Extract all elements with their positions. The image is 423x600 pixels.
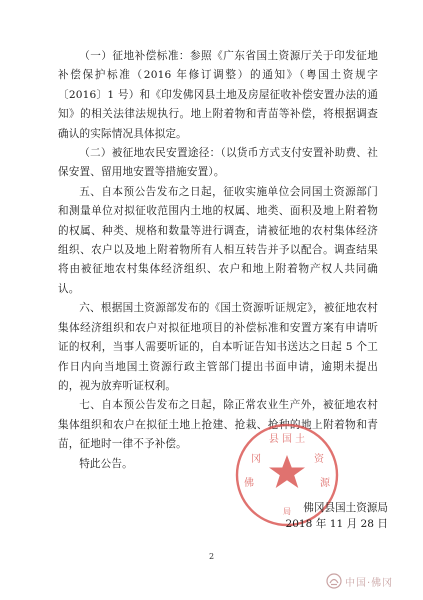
page-number: 2 <box>208 552 215 561</box>
city-emblem-icon <box>326 573 342 589</box>
svg-text:局: 局 <box>283 507 291 516</box>
svg-text:资: 资 <box>314 454 324 465</box>
paragraph-no-compensation: 七、自本预公告发布之日起，除正常农业生产外，被征地农村集体组织和农户在拟征土地上抢建、抢栽、抢种的地上附着物和青苗，征地时一律不予补偿。 <box>58 399 378 451</box>
issue-date: 2018 年 11 月 28 日 <box>285 518 388 530</box>
svg-text:冈: 冈 <box>251 454 261 465</box>
issuing-organization: 佛冈县国土资源局 <box>303 502 388 514</box>
document-body <box>58 47 378 474</box>
paragraph-survey: 五、自本预公告发布之日起，征收实施单位会同国土资源部门和测量单位对拟征收范围内土地的权属、地类、面积及地上附着物的权属、种类、规格和数量等进行调查，请被征地的农村集体经济组织、农户以及地上附着物所有人相互转告并予以配合。调查结果将由被征地农村集体经济组织、农户和地上附着物产权人共同确认。 <box>58 185 378 295</box>
watermark-text: 中国·佛冈 <box>345 577 394 589</box>
closing-statement: 特此公告。 <box>79 457 133 470</box>
paragraph-resettlement-method: （二）被征地农民安置途径：（以货币方式支付安置补助费、社保安置、留用地安置等措施安置）。 <box>58 147 378 179</box>
paragraph-hearing-rights: 六、根据国土资源部发布的《国土资源听证规定》，被征地农村集体经济组织和农户对拟征地项目的补偿标准和安置方案有申请听证的权利，当事人需要听证的，自本听证告知书送达之日起 5 个工作日内向当地国土资源行政主管部门提出书面申请，逾期未提出的，视为放弃听证权利。 <box>58 302 378 392</box>
svg-text:源: 源 <box>320 478 330 489</box>
paragraph-compensation-standard: （一）征地补偿标准：参照《广东省国土资源厅关于印发征地补偿保护标准（2016 年修订调整）的通知》（粤国土资规字〔2016〕1 号）和《印发佛冈县土地及房屋征收补偿安置办法的通知》的相关法律法规执行。地上附着物和青苗等补偿，将根据调查确认的实际情况具体拟定。 <box>58 50 378 140</box>
svg-text:县 国 土: 县 国 土 <box>268 434 306 445</box>
watermark <box>326 573 393 589</box>
signature-block <box>228 500 388 532</box>
svg-text:佛: 佛 <box>244 478 254 489</box>
